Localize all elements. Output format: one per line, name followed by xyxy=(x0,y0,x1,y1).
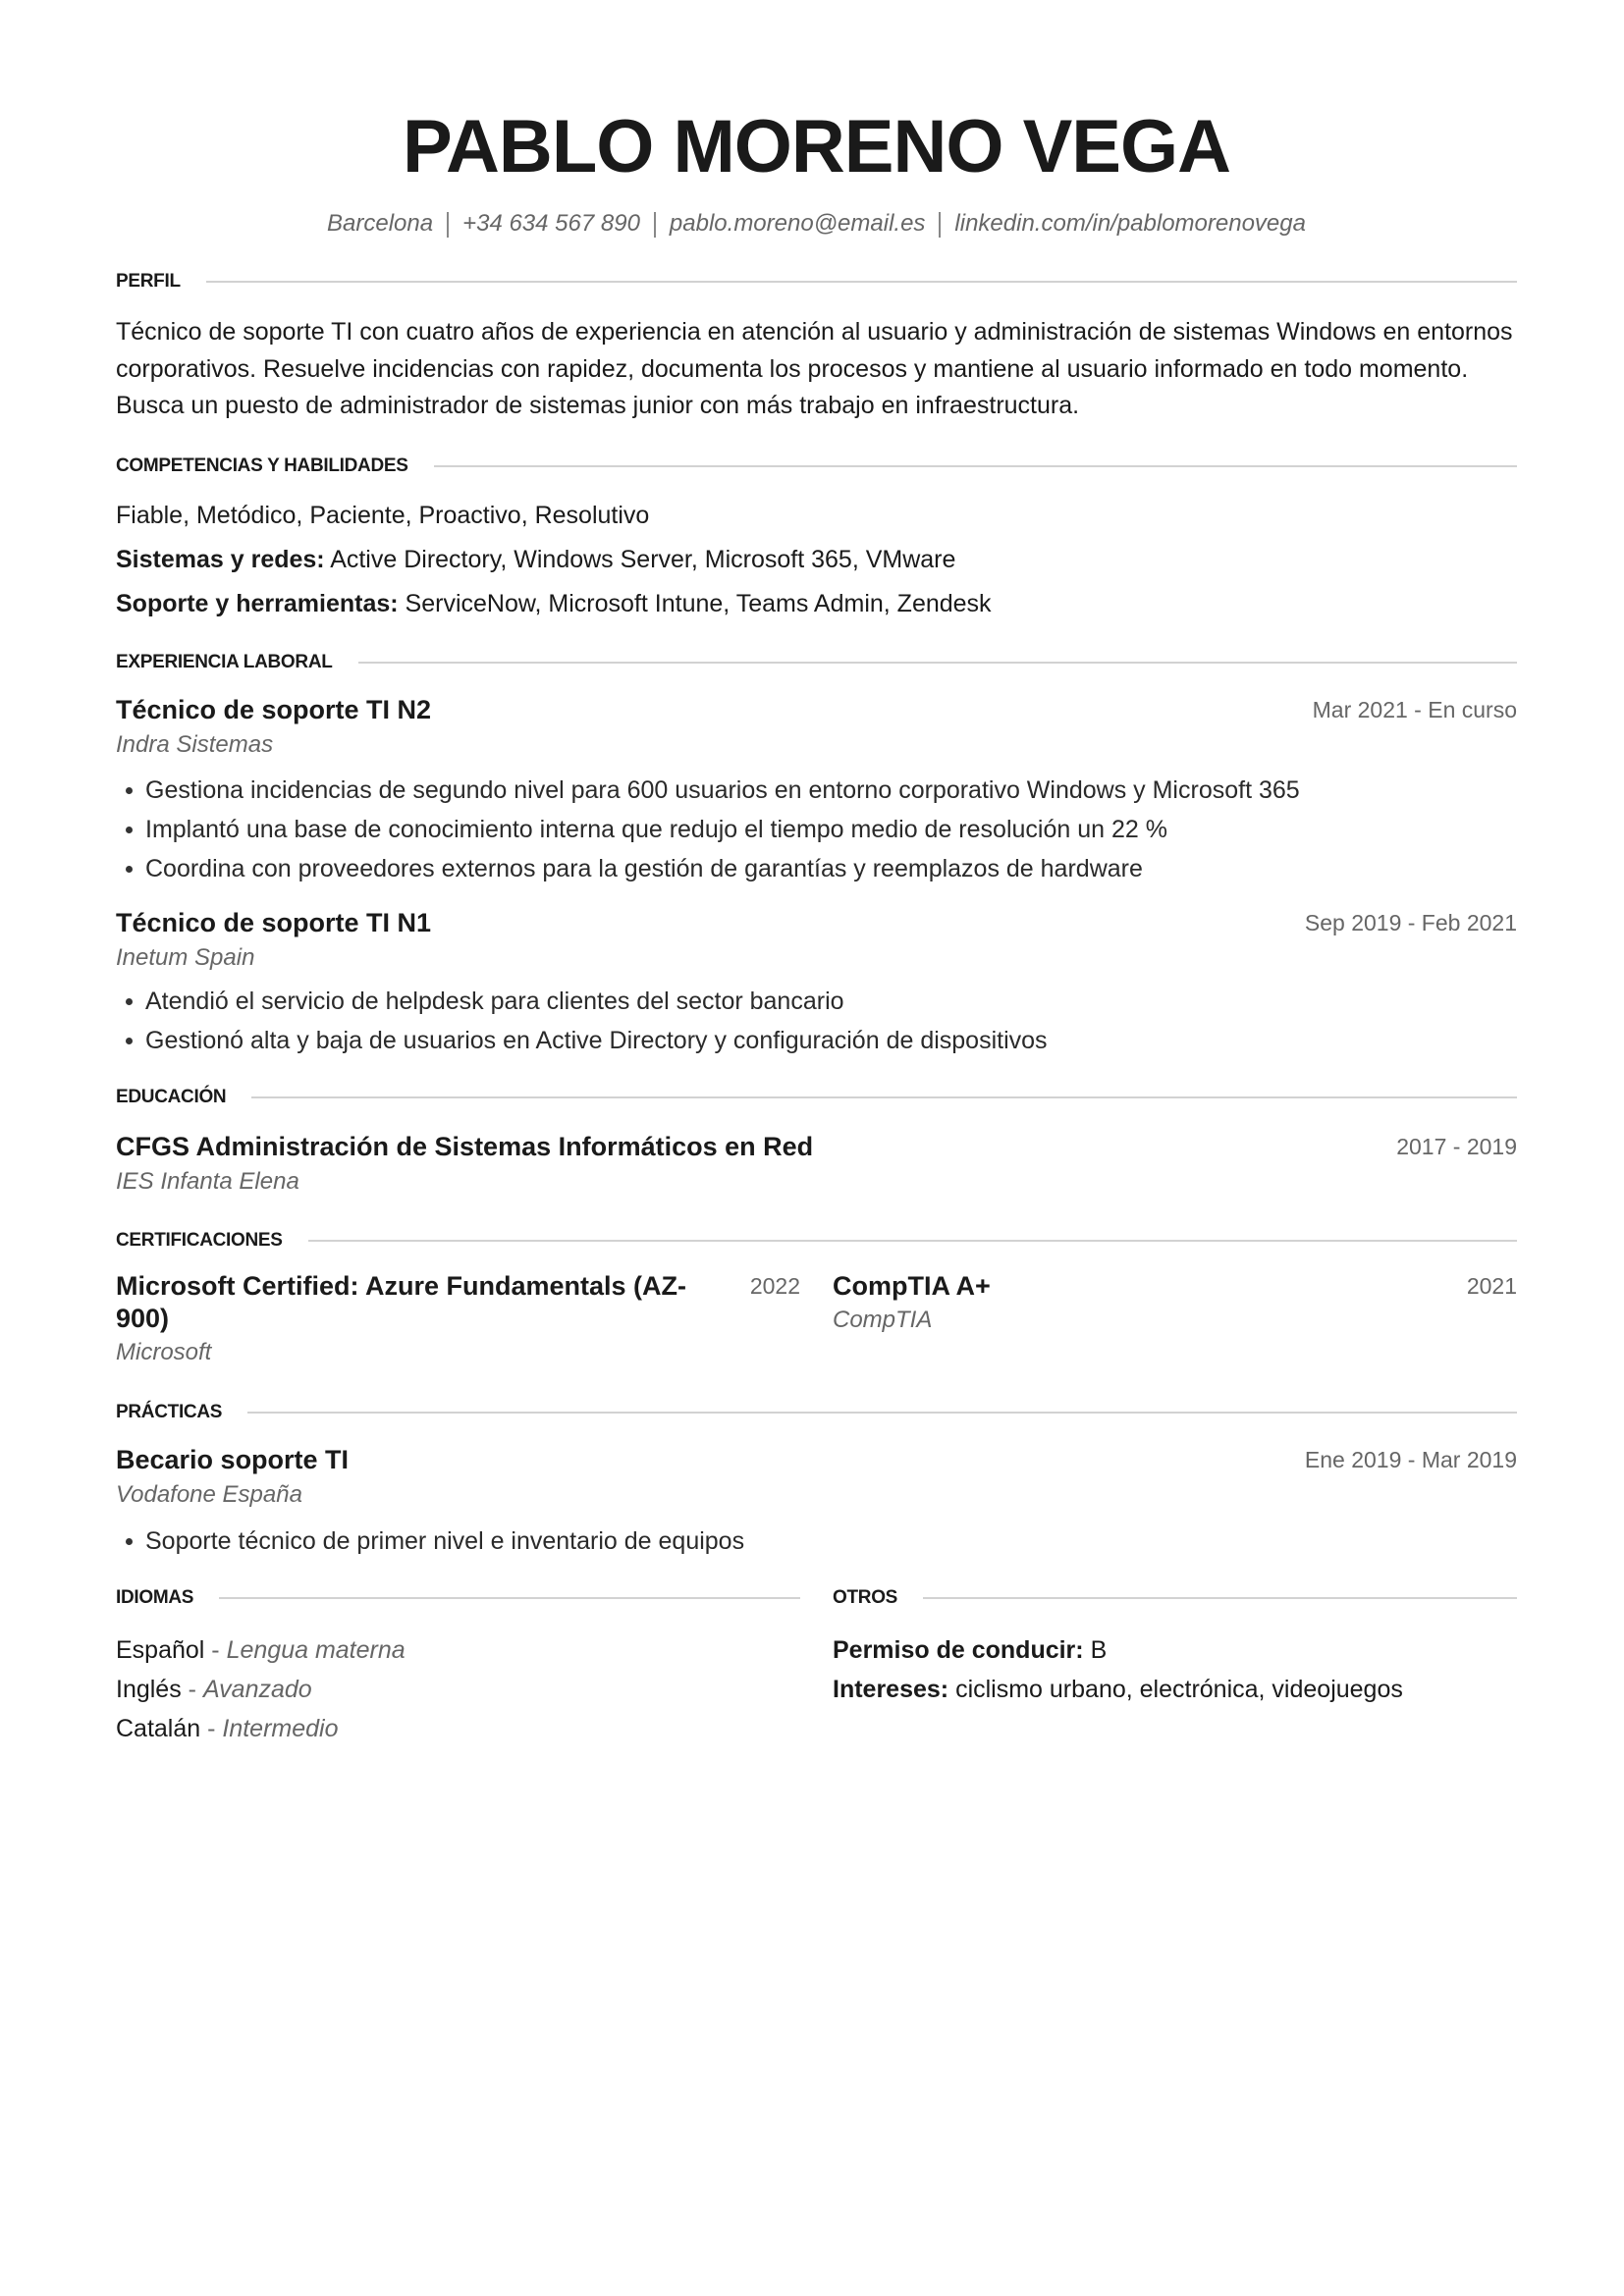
skill-group-value: Active Directory, Windows Server, Microsoft 365, VMware xyxy=(324,545,956,573)
other-item xyxy=(833,1630,1517,1670)
section-heading-education xyxy=(116,1086,1517,1109)
divider xyxy=(434,465,1517,467)
internship-company: Vodafone España xyxy=(116,1480,302,1508)
internship-title: Becario soporte TI xyxy=(116,1444,350,1474)
skill-group-label: Soporte y herramientas: xyxy=(116,589,399,617)
divider xyxy=(939,212,941,238)
divider xyxy=(206,281,1517,283)
certification-entry xyxy=(833,1270,1517,1370)
contact-phone: +34 634 567 890 xyxy=(462,210,640,237)
cert-year: 2022 xyxy=(749,1272,800,1299)
divider xyxy=(308,1240,1517,1242)
heading-text: OTROS xyxy=(833,1586,898,1608)
job-title: Técnico de soporte TI N1 xyxy=(116,907,432,937)
bullet-item: Atendió el servicio de helpdesk para clientes del sector bancario xyxy=(116,982,1517,1021)
other-label: Permiso de conducir: xyxy=(833,1635,1084,1664)
other-value: ciclismo urbano, electrónica, videojuegos xyxy=(948,1675,1403,1703)
divider xyxy=(219,1597,800,1599)
internship-entry xyxy=(116,1442,1517,1561)
section-heading-skills xyxy=(116,454,1517,478)
others-list xyxy=(833,1630,1517,1709)
language-level: Intermedio xyxy=(222,1714,339,1742)
divider xyxy=(923,1597,1517,1599)
language-item xyxy=(116,1709,800,1748)
job-entry xyxy=(116,692,1517,888)
cert-title: Microsoft Certified: Azure Fundamentals (AZ-900) xyxy=(116,1270,687,1333)
languages-section xyxy=(116,1586,800,1748)
section-heading-languages xyxy=(116,1586,800,1610)
divider xyxy=(247,1412,1517,1414)
divider xyxy=(251,1096,1517,1098)
bullet-item: Coordina con proveedores externos para la gestión de garantías y reemplazos de hardware xyxy=(116,849,1517,888)
other-value: B xyxy=(1083,1635,1108,1664)
resume-page xyxy=(116,105,1517,1748)
heading-text: COMPETENCIAS Y HABILIDADES xyxy=(116,454,408,476)
bullet-item: Soporte técnico de primer nivel e inventario de equipos xyxy=(116,1522,1517,1561)
soft-skills: Fiable, Metódico, Paciente, Proactivo, Resolutivo xyxy=(116,501,650,529)
heading-text: PRÁCTICAS xyxy=(116,1401,223,1422)
language-name: Inglés xyxy=(116,1675,182,1703)
education-dates: 2017 - 2019 xyxy=(1396,1133,1517,1159)
language-item xyxy=(116,1670,800,1709)
job-bullets xyxy=(116,982,1517,1060)
cert-year: 2021 xyxy=(1466,1272,1517,1299)
candidate-name: PABLO MORENO VEGA xyxy=(403,105,1230,188)
skill-group xyxy=(116,538,1517,582)
section-heading-others xyxy=(833,1586,1517,1610)
section-heading-profile xyxy=(116,270,1517,294)
skill-group-value: ServiceNow, Microsoft Intune, Teams Admin, Zendesk xyxy=(398,589,992,617)
heading-text: EXPERIENCIA LABORAL xyxy=(116,651,333,672)
bullet-item: Gestiona incidencias de segundo nivel para 600 usuarios en entorno corporativo Windows y Microsoft 365 xyxy=(116,771,1517,810)
job-entry xyxy=(116,905,1517,1060)
bullet-item: Implantó una base de conocimiento interna que redujo el tiempo medio de resolución un 22 % xyxy=(116,810,1517,849)
job-company: Inetum Spain xyxy=(116,943,255,971)
skills-list xyxy=(116,494,1517,626)
divider xyxy=(358,662,1517,664)
other-item xyxy=(833,1670,1517,1709)
language-level: Avanzado xyxy=(202,1675,312,1703)
skill-group-label: Sistemas y redes: xyxy=(116,545,325,573)
certifications-list xyxy=(116,1270,1517,1370)
heading-text: IDIOMAS xyxy=(116,1586,194,1608)
separator: - xyxy=(181,1675,203,1703)
degree-title: CFGS Administración de Sistemas Informáticos en Red xyxy=(116,1131,814,1161)
section-heading-experience xyxy=(116,651,1517,674)
section-heading-certifications xyxy=(116,1229,1517,1253)
cert-issuer: Microsoft xyxy=(116,1338,212,1365)
cert-issuer: CompTIA xyxy=(833,1306,933,1333)
internship-dates: Ene 2019 - Mar 2019 xyxy=(1304,1446,1517,1472)
internship-bullets xyxy=(116,1522,1517,1561)
other-label: Intereses: xyxy=(833,1675,949,1703)
school-name: IES Infanta Elena xyxy=(116,1167,299,1195)
profile-text: Técnico de soporte TI con cuatro años de experiencia en atención al usuario y administración de sistemas Windows en entornos corporativos. Resuelve incidencias con rapidez, documenta los procesos y mantiene al usuario informado en todo momento. Busca un puesto de administrador de sistemas junior con más trabajo en infraestructura. xyxy=(116,318,1513,419)
job-company: Indra Sistemas xyxy=(116,730,274,758)
heading-text: PERFIL xyxy=(116,271,181,292)
contact-line xyxy=(116,209,1517,239)
education-entry xyxy=(116,1129,1517,1200)
cert-title: CompTIA A+ xyxy=(833,1270,991,1301)
separator: - xyxy=(200,1714,223,1742)
heading-text: CERTIFICACIONES xyxy=(116,1229,283,1251)
languages-list xyxy=(116,1630,800,1748)
separator: - xyxy=(204,1635,227,1664)
language-name: Catalán xyxy=(116,1714,201,1742)
skill-group xyxy=(116,582,1517,626)
heading-text: EDUCACIÓN xyxy=(116,1086,227,1107)
job-dates: Sep 2019 - Feb 2021 xyxy=(1304,909,1517,935)
certification-entry xyxy=(116,1270,800,1370)
bullet-item: Gestionó alta y baja de usuarios en Active Directory y configuración de dispositivos xyxy=(116,1021,1517,1060)
contact-linkedin: linkedin.com/in/pablomorenovega xyxy=(954,210,1306,237)
job-dates: Mar 2021 - En curso xyxy=(1312,696,1517,722)
divider xyxy=(447,212,449,238)
contact-email: pablo.moreno@email.es xyxy=(669,210,926,237)
bottom-columns xyxy=(116,1586,1517,1748)
language-item xyxy=(116,1630,800,1670)
others-section xyxy=(833,1586,1517,1748)
language-name: Español xyxy=(116,1635,205,1664)
job-title: Técnico de soporte TI N2 xyxy=(116,694,432,724)
job-bullets xyxy=(116,771,1517,888)
contact-location: Barcelona xyxy=(327,210,434,237)
section-heading-internship xyxy=(116,1401,1517,1424)
divider xyxy=(654,212,656,238)
language-level: Lengua materna xyxy=(226,1635,406,1664)
